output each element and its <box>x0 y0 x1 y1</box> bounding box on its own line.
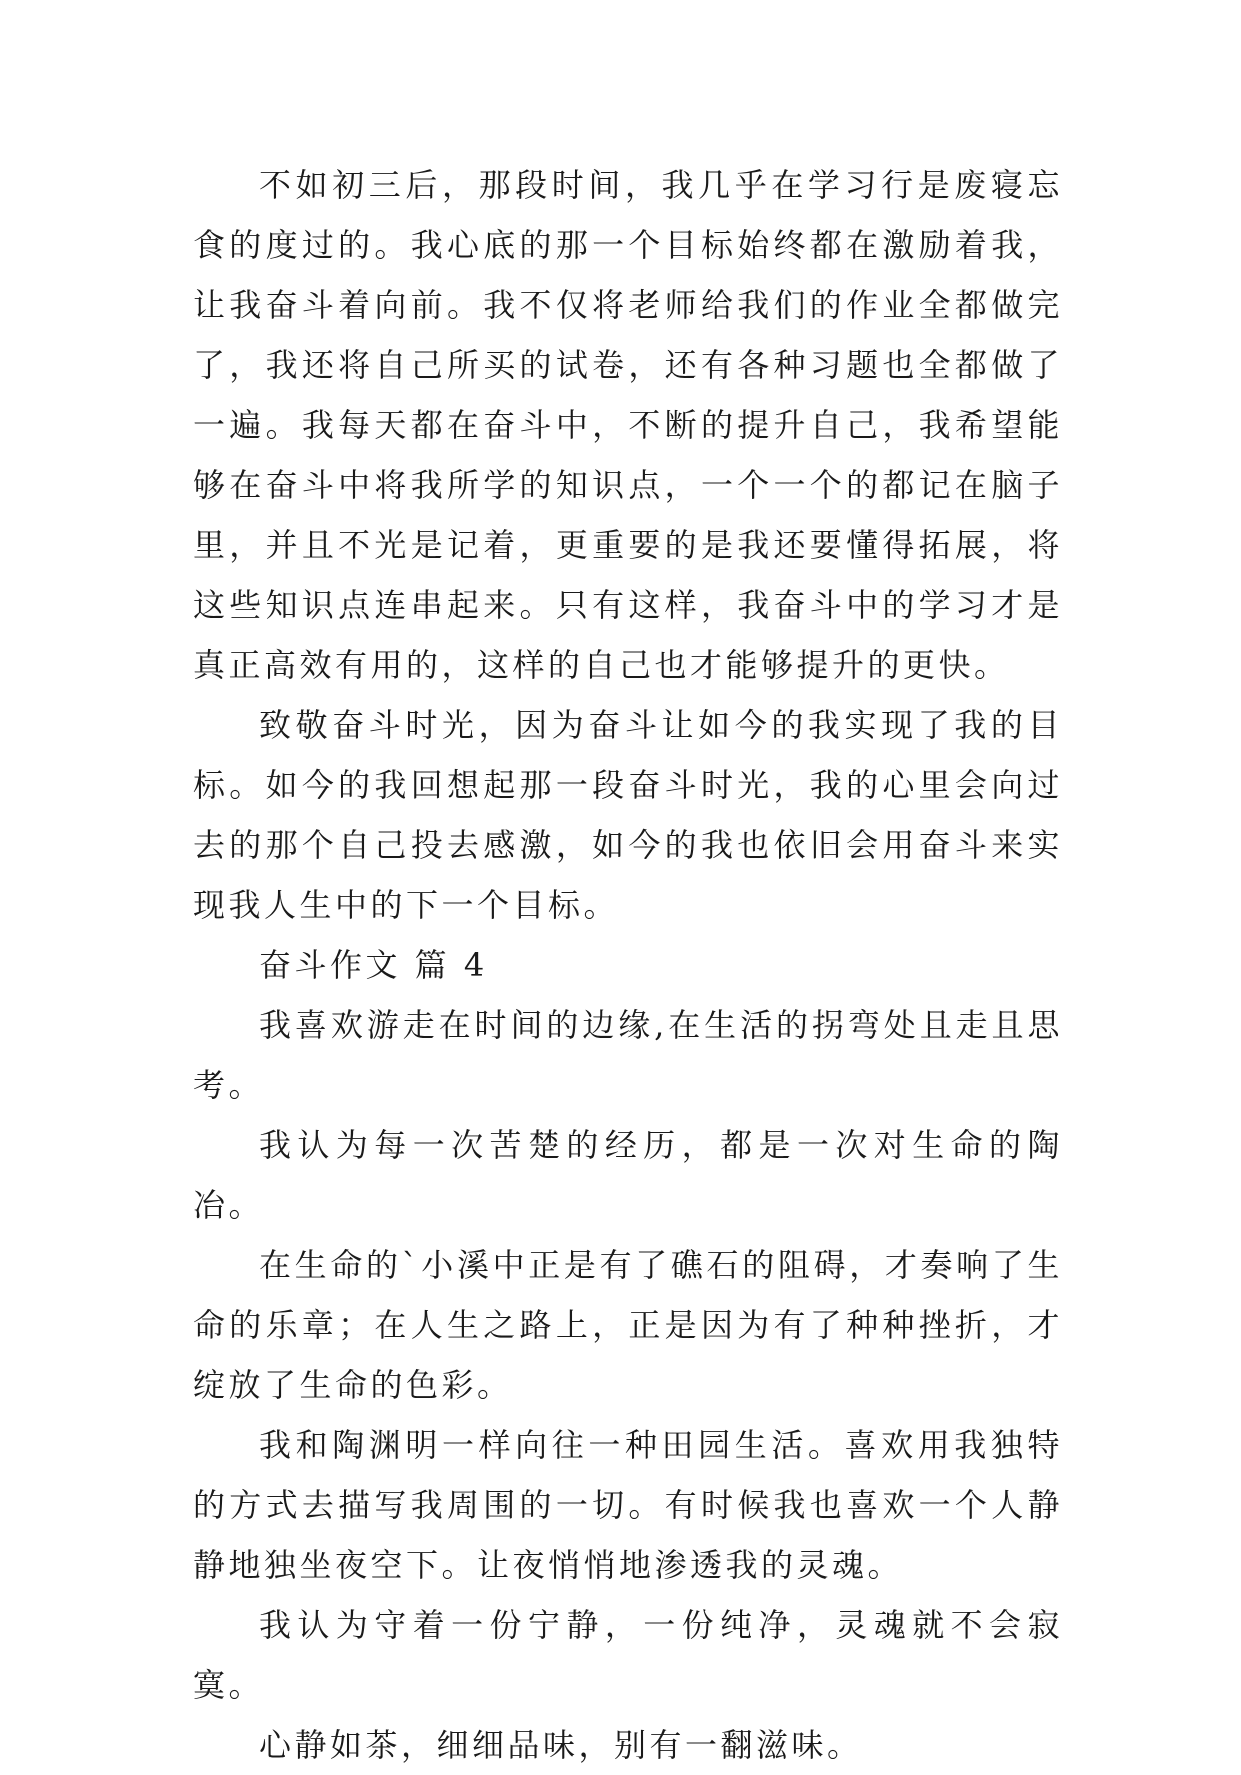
paragraph: 心静如茶，细细品味，别有一翻滋味。 <box>259 1726 863 1764</box>
paragraph: 致敬奋斗时光，因为奋斗让如今的我实现了我的目标。如今的我回想起那一段奋斗时光，我的心里会向过去的那个自己投去感激，如今的我也依旧会用奋斗来实现我人生中的下一个目标。 <box>193 706 1063 924</box>
paragraph: 我和陶渊明一样向往一种田园生活。喜欢用我独特的方式去描写我周围的一切。有时候我也喜欢一个人静静地独坐夜空下。让夜悄悄地渗透我的灵魂。 <box>193 1426 1063 1584</box>
section-heading: 奋斗作文 篇 4 <box>259 946 488 984</box>
paragraph: 我喜欢游走在时间的边缘,在生活的拐弯处且走且思考。 <box>193 1006 1063 1104</box>
paragraph: 我认为每一次苦楚的经历，都是一次对生命的陶冶。 <box>193 1126 1063 1224</box>
paragraph: 我认为守着一份宁静，一份纯净，灵魂就不会寂寞。 <box>193 1606 1063 1704</box>
paragraph: 不如初三后，那段时间，我几乎在学习行是废寝忘食的度过的。我心底的那一个目标始终都在激励着我，让我奋斗着向前。我不仅将老师给我们的作业全都做完了，我还将自己所买的试卷，还有各种习题也全都做了一遍。我每天都在奋斗中，不断的提升自己，我希望能够在奋斗中将我所学的知识点，一个一个的都记在脑子里，并且不光是记着，更重要的是我还要懂得拓展，将这些知识点连串起来。只有这样，我奋斗中的学习才是真正高效有用的，这样的自己也才能够提升的更快。 <box>193 166 1063 684</box>
document-page <box>193 155 1063 1775</box>
paragraph: 在生命的`小溪中正是有了礁石的阻碍，才奏响了生命的乐章；在人生之路上，正是因为有了种种挫折，才绽放了生命的色彩。 <box>193 1246 1063 1404</box>
